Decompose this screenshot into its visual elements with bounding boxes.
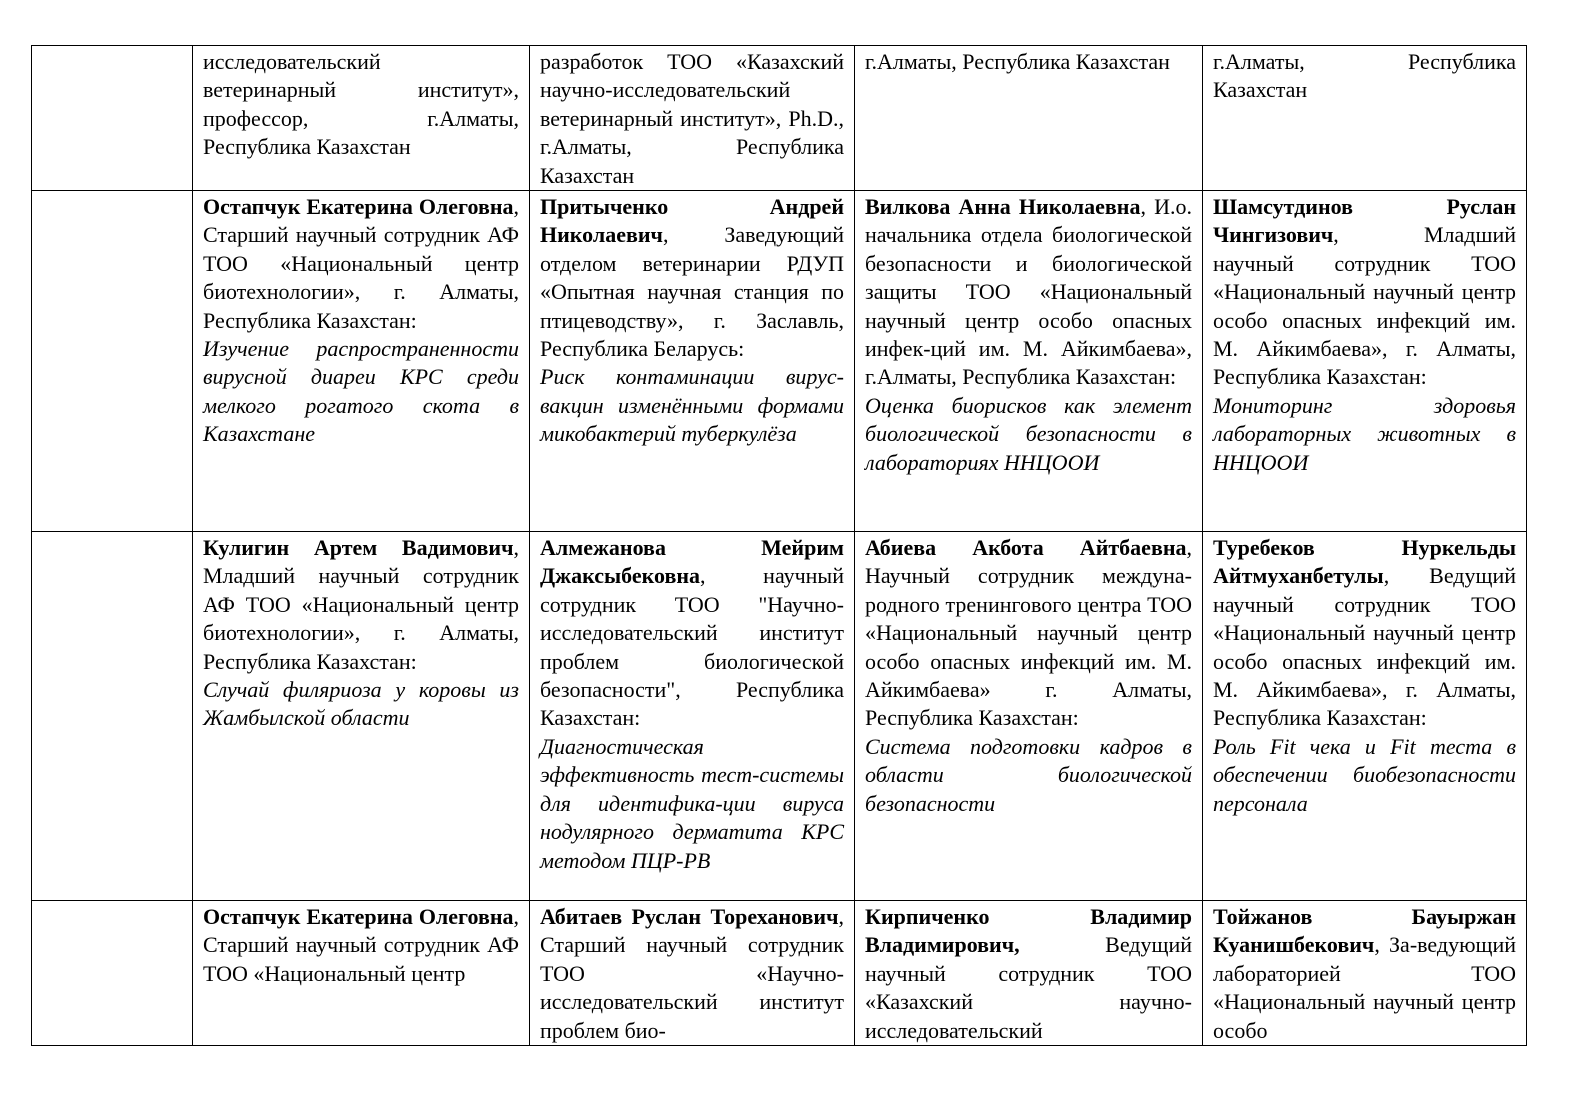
speaker-affiliation: , научный сотрудник ТОО "Научно-исследовательский институт проблем биологической безопасности", Республика Казахстан: (540, 563, 844, 731)
table-cell (193, 532, 530, 901)
speaker-name: Тойжанов Бауыржан Куанишбекович (1213, 904, 1516, 958)
speaker-name: Абиева Акбота Айтбаевна (865, 535, 1187, 561)
talk-title: Оценка биорисков как элемент биологической безопасности в лабораториях ННЦООИ (865, 392, 1192, 475)
program-table (31, 45, 1527, 1046)
talk-title: Диагностическая эффективность тест-системы для идентифика-ции вируса нодулярного дерматита КРС методом ПЦР-РВ (540, 733, 844, 873)
speaker-affiliation: , Заведующий отделом ветеринарии РДУП «Опытная научная станция по птицеводству», г. Заславль, Республика Беларусь: (540, 222, 844, 362)
table-cell (193, 191, 530, 532)
table-cell (530, 46, 855, 191)
speaker-affiliation: , Ведущий научный сотрудник ТОО «Национальный научный центр особо опасных инфекций им. М. Айкимбаева», г. Алматы, Республика Казахстан: (1213, 563, 1516, 731)
speaker-affiliation: , Старший научный сотрудник АФ ТОО «Национальный центр биотехнологии», г. Алматы, Республика Казахстан: (203, 194, 519, 333)
table-cell (193, 901, 530, 1046)
speaker-affiliation: г.Алматы, Республика Казахстан (1213, 49, 1516, 103)
speaker-name: Алмежанова Мейрим Джаксыбековна (540, 535, 844, 589)
talk-title: Роль Fit чека и Fit теста в обеспечении биобезопасности персонала (1213, 733, 1516, 816)
speaker-name: Туребеков Нуркельды Айтмуханбетулы (1213, 535, 1516, 589)
speaker-affiliation: разработок ТОО «Казахский научно-исследовательский ветеринарный институт», Ph.D., г.Алматы, Республика Казахстан (540, 49, 844, 188)
speaker-name: Притыченко Андрей Николаевич (540, 194, 844, 248)
speaker-name: Кулигин Артем Вадимович (203, 535, 514, 561)
speaker-name: Кирпиченко Владимир Владимирович, (865, 904, 1192, 958)
table-row (32, 532, 1527, 901)
table-cell (855, 532, 1203, 901)
table-cell (530, 191, 855, 532)
speaker-affiliation: , Старший научный сотрудник АФ ТОО «Национальный центр (203, 904, 519, 986)
talk-title: Система подготовки кадров в области биологической безопасности (865, 733, 1192, 816)
speaker-name: Вилкова Анна Николаевна (865, 194, 1141, 220)
table-cell (1203, 191, 1527, 532)
speaker-affiliation: , Младший научный сотрудник ТОО «Национальный научный центр особо опасных инфекций им. М. Айкимбаева», г. Алматы, Республика Казахстан: (1213, 222, 1516, 390)
talk-title: Риск контаминации вирус-вакцин изменёнными формами микобактерий туберкулёза (540, 364, 844, 447)
table-row (32, 191, 1527, 532)
speaker-name: Шамсутдинов Руслан Чингизович (1213, 194, 1516, 248)
talk-title: Изучение распространенности вирусной диареи КРС среди мелкого рогатого скота в Казахстане (203, 336, 519, 447)
speaker-affiliation: Ведущий научный сотрудник ТОО «Казахский научно-исследовательский (865, 932, 1192, 1043)
talk-title: Мониторинг здоровья лабораторных животных в ННЦООИ (1213, 392, 1516, 475)
table-cell (193, 46, 530, 191)
empty-cell (32, 532, 193, 901)
speaker-name: Абитаев Руслан Тореханович (540, 904, 839, 930)
table-cell (1203, 901, 1527, 1046)
speaker-affiliation: исследовательский ветеринарный институт», профессор, г.Алматы, Республика Казахстан (203, 49, 519, 160)
table-cell (855, 901, 1203, 1046)
table-cell (855, 191, 1203, 532)
empty-cell (32, 191, 193, 532)
speaker-affiliation: , И.о. начальника отдела биологической безопасности и биологической защиты ТОО «Национальный научный центр особо опасных инфек-ций им. М. Айкимбаева», г.Алматы, Республика Казахстан: (865, 194, 1193, 390)
table-cell (530, 901, 855, 1046)
empty-cell (32, 901, 193, 1046)
table-row (32, 46, 1527, 191)
table-cell (1203, 532, 1527, 901)
table-row (32, 901, 1527, 1046)
speaker-affiliation: , Младший научный сотрудник АФ ТОО «Национальный центр биотехнологии», г. Алматы, Республика Казахстан: (203, 535, 519, 674)
speaker-affiliation: , За-ведующий лабораторией ТОО «Национальный научный центр особо (1213, 932, 1516, 1043)
table-cell (530, 532, 855, 901)
speaker-name: Остапчук Екатерина Олеговна (203, 904, 514, 930)
speaker-affiliation: , Научный сотрудник междуна-родного тренингового центра ТОО «Национальный научный центр особо опасных инфекций им. М. Айкимбаева» г. Алматы, Республика Казахстан: (865, 535, 1192, 731)
table-cell (855, 46, 1203, 191)
speaker-affiliation: г.Алматы, Республика Казахстан (865, 49, 1170, 74)
talk-title: Случай филяриоза у коровы из Жамбылской области (203, 677, 519, 731)
empty-cell (32, 46, 193, 191)
speaker-affiliation: , Старший научный сотрудник ТОО «Научно-исследовательский институт проблем био- (540, 904, 844, 1043)
speaker-name: Остапчук Екатерина Олеговна (203, 194, 514, 220)
table-cell (1203, 46, 1527, 191)
